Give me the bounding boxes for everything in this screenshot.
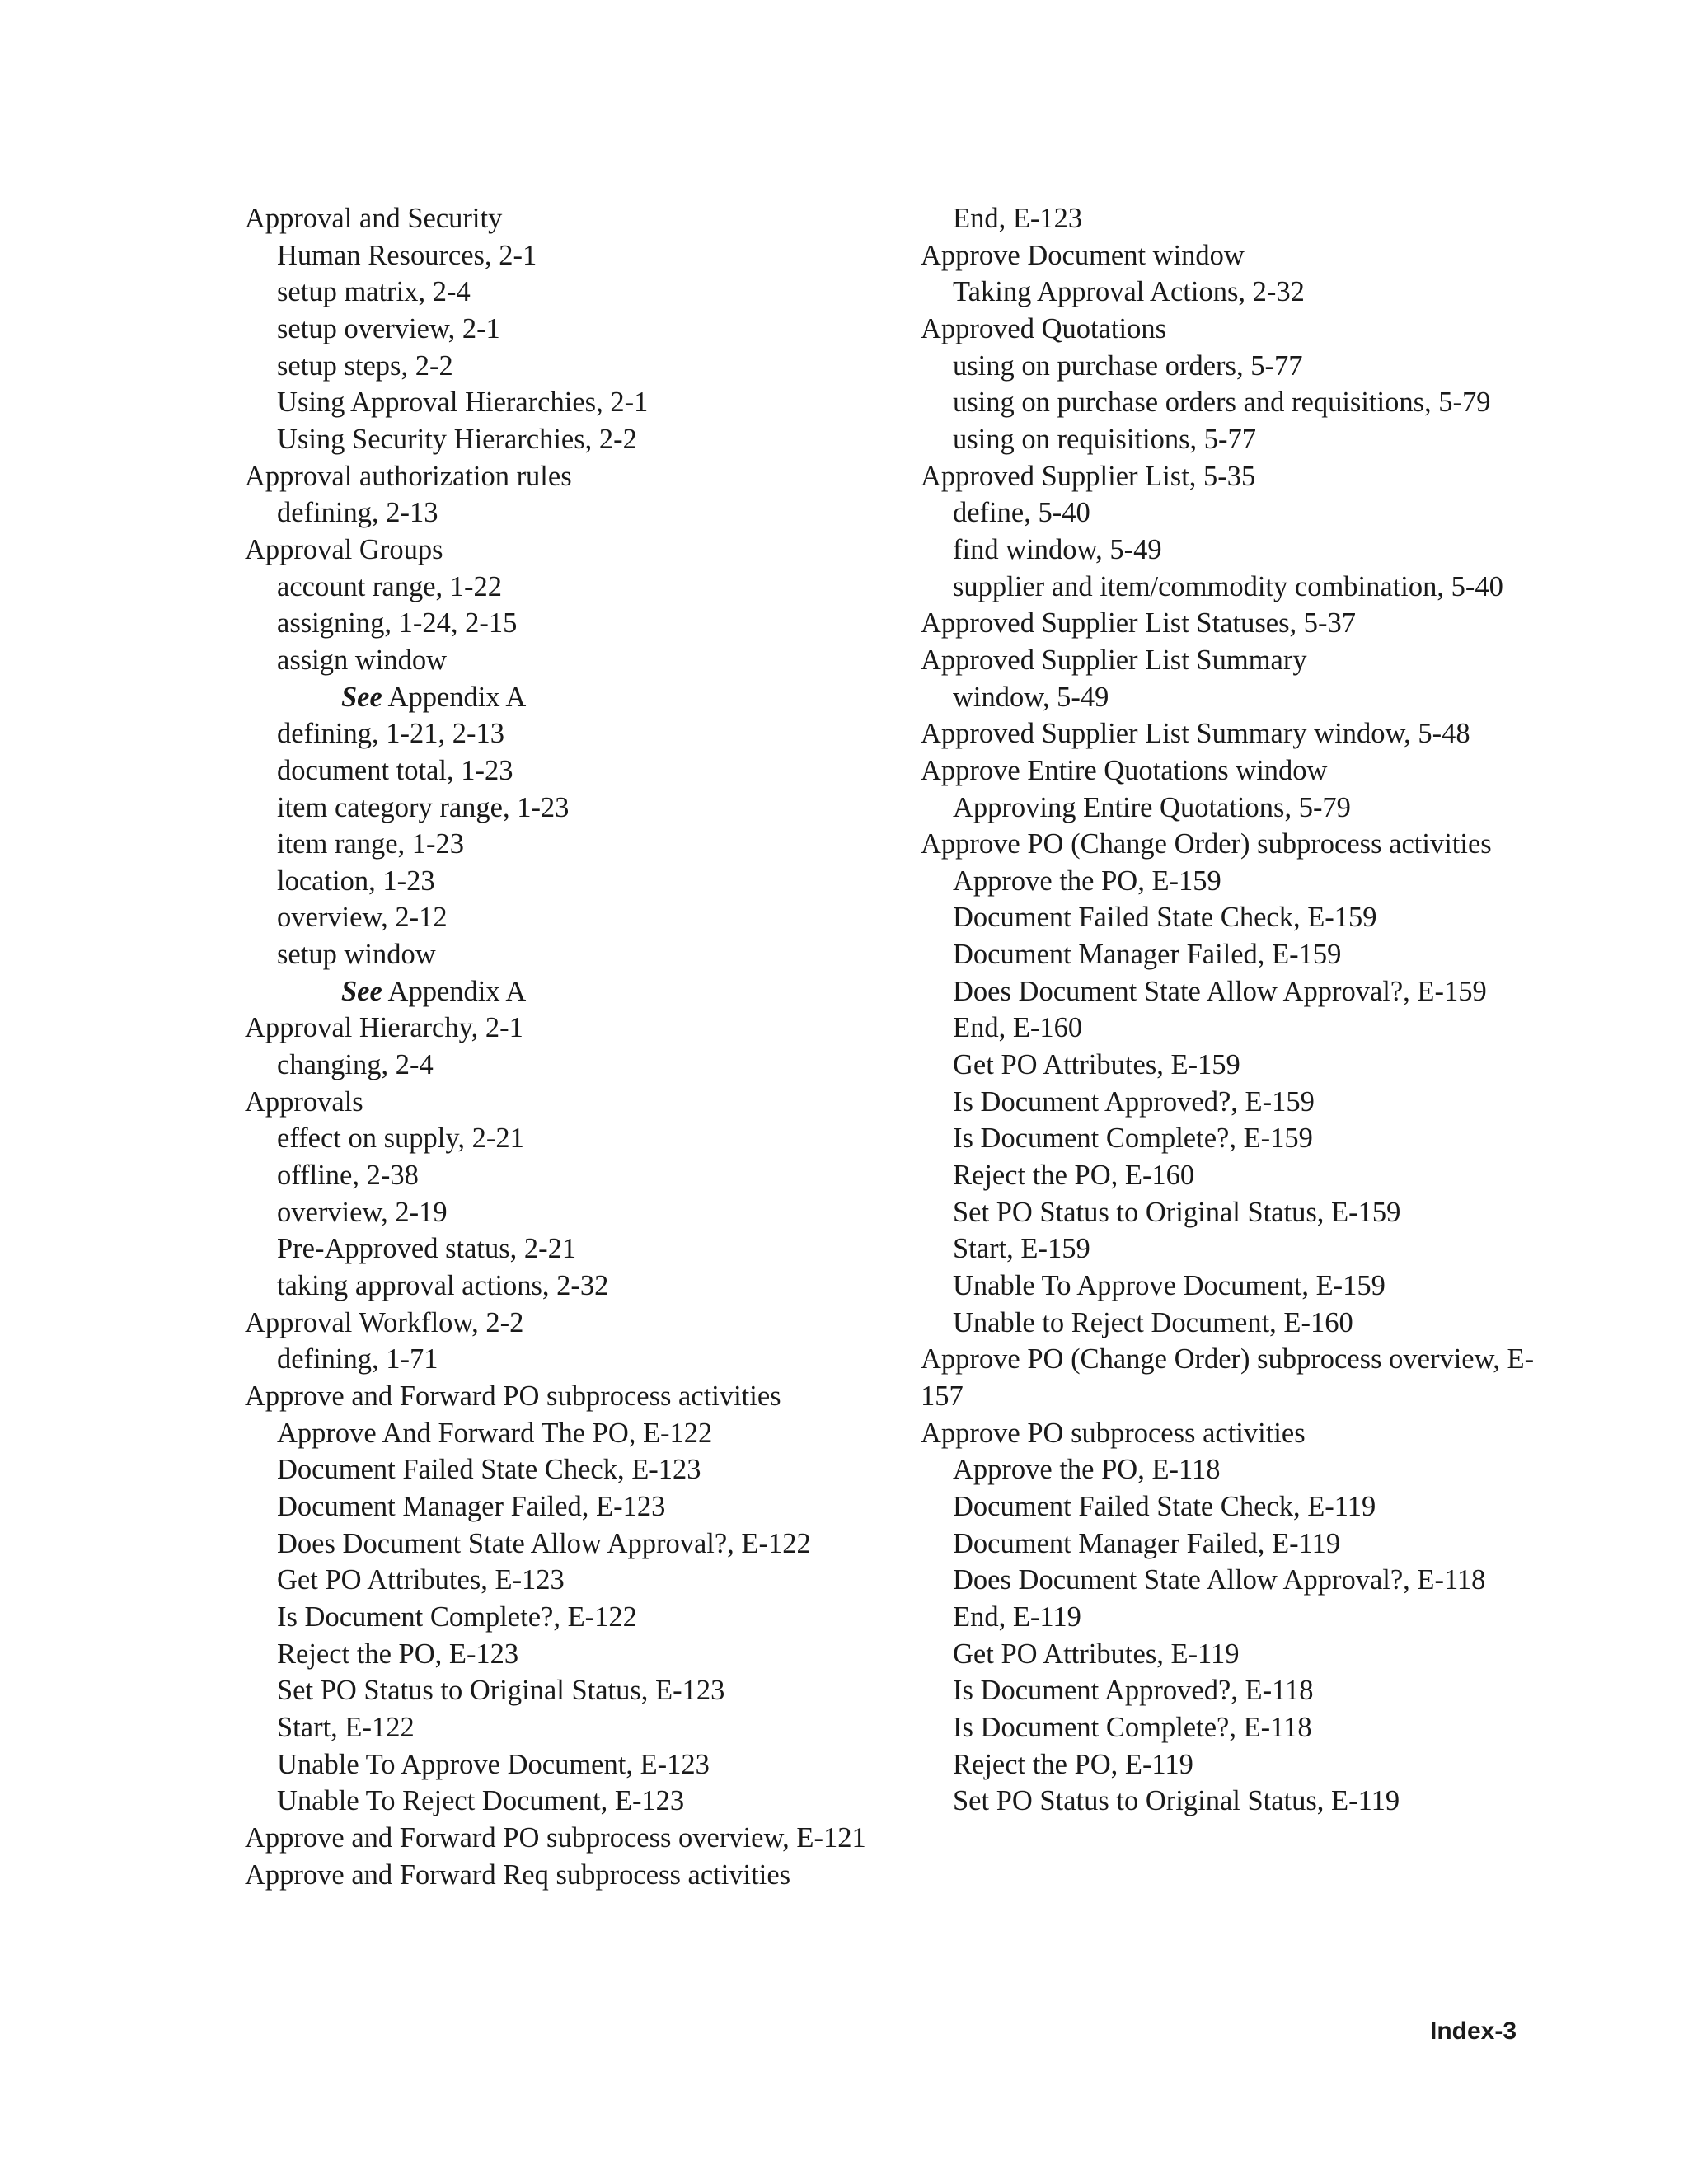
index-column-left — [245, 200, 871, 1893]
index-subentry — [921, 1709, 1547, 1746]
index-subentry — [245, 790, 871, 827]
index-subentry — [921, 863, 1547, 900]
index-entry-text: Set PO Status to Original Status, E-159 — [953, 1196, 1401, 1228]
index-entry-text: Approval authorization rules — [245, 460, 572, 492]
index-entry-text: Pre-Approved status, 2-21 — [277, 1233, 577, 1265]
index-subentry — [245, 899, 871, 936]
index-entry-text: assigning, 1-24, 2-15 — [277, 607, 518, 640]
index-subentry — [245, 1157, 871, 1194]
index-subentry — [921, 899, 1547, 936]
index-entry-text: setup matrix, 2-4 — [277, 276, 471, 308]
index-subentry — [245, 1783, 871, 1820]
index-subentry — [921, 679, 1547, 716]
index-subentry — [245, 1746, 871, 1783]
index-subentry — [921, 1305, 1547, 1342]
index-entry — [245, 1010, 871, 1047]
index-entry-text: Document Manager Failed, E-119 — [953, 1527, 1341, 1559]
index-subentry — [921, 1451, 1547, 1488]
index-entry-text: Does Document State Allow Approval?, E-159 — [953, 975, 1487, 1007]
index-entry-text: Approved Supplier List, 5-35 — [921, 460, 1256, 492]
index-entry-text: defining, 2-13 — [277, 497, 438, 529]
index-subentry — [245, 1451, 871, 1488]
index-entry-text: Document Failed State Check, E-159 — [953, 902, 1377, 934]
index-entry-text: Approved Quotations — [921, 312, 1167, 344]
index-subentry — [245, 1599, 871, 1636]
index-subentry — [245, 1341, 871, 1378]
index-subentry — [245, 605, 871, 642]
index-entry-text: Document Manager Failed, E-159 — [953, 939, 1342, 971]
index-entry — [921, 1341, 1547, 1414]
index-entry-text: location, 1-23 — [277, 865, 435, 897]
index-entry-text: Unable To Approve Document, E-123 — [277, 1748, 710, 1780]
index-entry-text: defining, 1-21, 2-13 — [277, 718, 504, 750]
index-entry-text: item category range, 1-23 — [277, 791, 570, 823]
index-entry-text: Appendix A — [382, 975, 527, 1007]
index-subentry — [921, 1746, 1547, 1783]
index-entry-text: Approve the PO, E-118 — [953, 1454, 1221, 1486]
index-entry-text: Document Failed State Check, E-123 — [277, 1454, 701, 1486]
index-entry-text: Using Approval Hierarchies, 2-1 — [277, 387, 649, 419]
index-subentry — [245, 348, 871, 385]
index-entry — [245, 532, 871, 569]
index-entry-text: supplier and item/commodity combination, 5-40 — [953, 570, 1503, 602]
index-subentry — [245, 1709, 871, 1746]
index-entry — [245, 200, 871, 237]
index-subentry — [245, 826, 871, 863]
index-entry — [921, 605, 1547, 642]
index-entry-text: Unable To Approve Document, E-159 — [953, 1270, 1386, 1302]
index-entry-text: Approve PO (Change Order) subprocess activities — [921, 828, 1492, 860]
index-entry — [921, 237, 1547, 274]
index-subentry — [921, 1268, 1547, 1305]
see-reference-label: See — [341, 681, 382, 713]
index-entry-text: Reject the PO, E-160 — [953, 1160, 1195, 1192]
index-subentry — [921, 1084, 1547, 1121]
index-entry-text: account range, 1-22 — [277, 570, 503, 602]
index-subentry — [245, 1268, 871, 1305]
index-subentry — [921, 1010, 1547, 1047]
index-entry-text: Approved Supplier List Statuses, 5-37 — [921, 607, 1356, 640]
index-subentry — [921, 790, 1547, 827]
index-entry-text: Approve And Forward The PO, E-122 — [277, 1417, 713, 1449]
index-entry-text: window, 5-49 — [953, 681, 1109, 713]
index-entry-text: Approve and Forward Req subprocess activities — [245, 1858, 791, 1891]
index-subentry — [921, 494, 1547, 532]
index-entry-text: overview, 2-19 — [277, 1196, 448, 1228]
index-subentry — [245, 1415, 871, 1452]
index-entry-text: End, E-123 — [953, 203, 1083, 234]
index-entry-text: Does Document State Allow Approval?, E-122 — [277, 1527, 811, 1559]
index-entry-text: Unable to Reject Document, E-160 — [953, 1306, 1353, 1338]
index-subentry — [921, 348, 1547, 385]
index-entry — [245, 1084, 871, 1121]
index-subentry — [245, 237, 871, 274]
index-subentry — [245, 421, 871, 458]
index-entry-text: Is Document Approved?, E-159 — [953, 1085, 1315, 1118]
index-entry-text: Approve Document window — [921, 239, 1245, 271]
index-entry — [921, 715, 1547, 752]
index-entry — [245, 1820, 871, 1857]
index-entry — [921, 458, 1547, 495]
index-subentry — [245, 1488, 871, 1526]
index-column-right — [921, 200, 1547, 1820]
index-entry-text: changing, 2-4 — [277, 1049, 434, 1081]
index-subentry — [245, 311, 871, 348]
index-entry — [921, 826, 1547, 863]
index-subentry — [921, 1194, 1547, 1231]
index-entry-text: Approve and Forward PO subprocess overview, E-121 — [245, 1821, 866, 1854]
index-subentry — [245, 863, 871, 900]
index-subentry — [921, 1230, 1547, 1268]
index-entry-text: Unable To Reject Document, E-123 — [277, 1785, 685, 1817]
index-subentry — [245, 1120, 871, 1157]
index-entry-text: Get PO Attributes, E-159 — [953, 1049, 1240, 1081]
index-subentry — [921, 1783, 1547, 1820]
index-subentry — [245, 642, 871, 679]
index-entry-text: using on purchase orders and requisitions, 5-79 — [953, 387, 1491, 419]
index-entry-text: Approve Entire Quotations window — [921, 754, 1328, 786]
index-subentry — [245, 1636, 871, 1673]
index-entry-text: Get PO Attributes, E-123 — [277, 1564, 565, 1596]
index-entry-text: Document Failed State Check, E-119 — [953, 1490, 1376, 1522]
index-entry-text: assign window — [277, 644, 448, 676]
index-subentry — [921, 200, 1547, 237]
index-entry-text: find window, 5-49 — [953, 533, 1162, 565]
index-entry-text: Approval Hierarchy, 2-1 — [245, 1012, 523, 1044]
index-subentry — [245, 384, 871, 421]
index-subentry — [921, 421, 1547, 458]
index-entry-text: Reject the PO, E-123 — [277, 1638, 519, 1670]
index-subentry — [245, 1526, 871, 1563]
index-entry-text: Approval Groups — [245, 533, 443, 565]
index-subentry — [921, 532, 1547, 569]
index-subentry — [245, 1047, 871, 1084]
index-entry-text: using on purchase orders, 5-77 — [953, 349, 1303, 382]
index-entry-text: Is Document Complete?, E-118 — [953, 1711, 1312, 1743]
index-entry-text: Document Manager Failed, E-123 — [277, 1490, 666, 1522]
index-subentry — [245, 752, 871, 790]
index-entry-text: Is Document Complete?, E-122 — [277, 1601, 637, 1633]
index-entry-text: Approval Workflow, 2-2 — [245, 1306, 524, 1338]
index-entry — [921, 642, 1547, 679]
index-entry-text: Is Document Complete?, E-159 — [953, 1122, 1313, 1155]
index-entry-text: Approve and Forward PO subprocess activities — [245, 1380, 781, 1412]
index-subentry — [245, 1194, 871, 1231]
index-entry-text: Set PO Status to Original Status, E-123 — [277, 1675, 725, 1707]
index-subentry — [245, 1230, 871, 1268]
index-subentry — [245, 936, 871, 973]
index-subentry — [245, 494, 871, 532]
index-entry-text: Get PO Attributes, E-119 — [953, 1638, 1240, 1670]
index-subentry — [921, 1047, 1547, 1084]
index-entry-text: Approval and Security — [245, 203, 503, 234]
index-entry-text: End, E-160 — [953, 1012, 1083, 1044]
index-entry-text: Taking Approval Actions, 2-32 — [953, 276, 1305, 308]
index-entry-text: using on requisitions, 5-77 — [953, 423, 1256, 455]
index-entry-text: document total, 1-23 — [277, 754, 513, 786]
index-subentry — [921, 1672, 1547, 1709]
index-entry-text: Human Resources, 2-1 — [277, 239, 537, 271]
index-entry-text: Approved Supplier List Summary — [921, 644, 1307, 676]
index-entry-text: Approve PO subprocess activities — [921, 1417, 1306, 1449]
index-subentry — [245, 1672, 871, 1709]
index-entry-text: item range, 1-23 — [277, 828, 465, 860]
see-reference-label: See — [341, 975, 382, 1007]
index-subentry — [921, 1562, 1547, 1599]
index-entry — [921, 752, 1547, 790]
index-entry — [245, 1378, 871, 1415]
index-subentry — [921, 1120, 1547, 1157]
index-subentry — [245, 274, 871, 311]
index-entry-text: overview, 2-12 — [277, 902, 448, 934]
index-entry — [245, 1305, 871, 1342]
index-entry-text: setup overview, 2-1 — [277, 312, 500, 344]
index-entry-text: Approvals — [245, 1085, 363, 1118]
index-entry-text: Start, E-122 — [277, 1711, 415, 1743]
index-entry-text: Using Security Hierarchies, 2-2 — [277, 423, 637, 455]
index-subentry — [921, 1157, 1547, 1194]
index-entry — [245, 458, 871, 495]
index-entry — [921, 1415, 1547, 1452]
index-subentry — [921, 1526, 1547, 1563]
index-entry-text: Does Document State Allow Approval?, E-118 — [953, 1564, 1486, 1596]
index-entry-text: Appendix A — [382, 681, 527, 713]
index-entry-text: offline, 2-38 — [277, 1160, 419, 1192]
index-entry-text: setup window — [277, 939, 436, 971]
index-entry-text: Is Document Approved?, E-118 — [953, 1675, 1314, 1707]
index-entry — [921, 311, 1547, 348]
index-subentry — [921, 1488, 1547, 1526]
index-entry-text: Approved Supplier List Summary window, 5-48 — [921, 718, 1470, 750]
index-subentry — [245, 715, 871, 752]
index-subentry — [921, 1636, 1547, 1673]
index-entry-text: Reject the PO, E-119 — [953, 1748, 1193, 1780]
index-entry-text: Approve PO (Change Order) subprocess overview, E-157 — [921, 1343, 1535, 1412]
index-subentry — [921, 936, 1547, 973]
index-cross-reference — [245, 973, 871, 1010]
index-entry-text: Start, E-159 — [953, 1233, 1090, 1265]
index-entry-text: Approve the PO, E-159 — [953, 865, 1221, 897]
page-number: Index-3 — [1430, 2018, 1517, 2045]
index-subentry — [245, 569, 871, 606]
index-entry-text: define, 5-40 — [953, 497, 1090, 529]
index-subentry — [921, 973, 1547, 1010]
index-cross-reference — [245, 679, 871, 716]
index-subentry — [921, 384, 1547, 421]
index-subentry — [245, 1562, 871, 1599]
index-entry-text: taking approval actions, 2-32 — [277, 1270, 609, 1302]
index-subentry — [921, 274, 1547, 311]
index-entry-text: End, E-119 — [953, 1601, 1081, 1633]
index-subentry — [921, 569, 1547, 606]
index-entry — [245, 1857, 871, 1894]
index-entry-text: Approving Entire Quotations, 5-79 — [953, 791, 1351, 823]
index-entry-text: effect on supply, 2-21 — [277, 1122, 524, 1155]
index-subentry — [921, 1599, 1547, 1636]
index-entry-text: setup steps, 2-2 — [277, 349, 453, 382]
index-entry-text: Set PO Status to Original Status, E-119 — [953, 1785, 1400, 1817]
index-entry-text: defining, 1-71 — [277, 1343, 438, 1376]
